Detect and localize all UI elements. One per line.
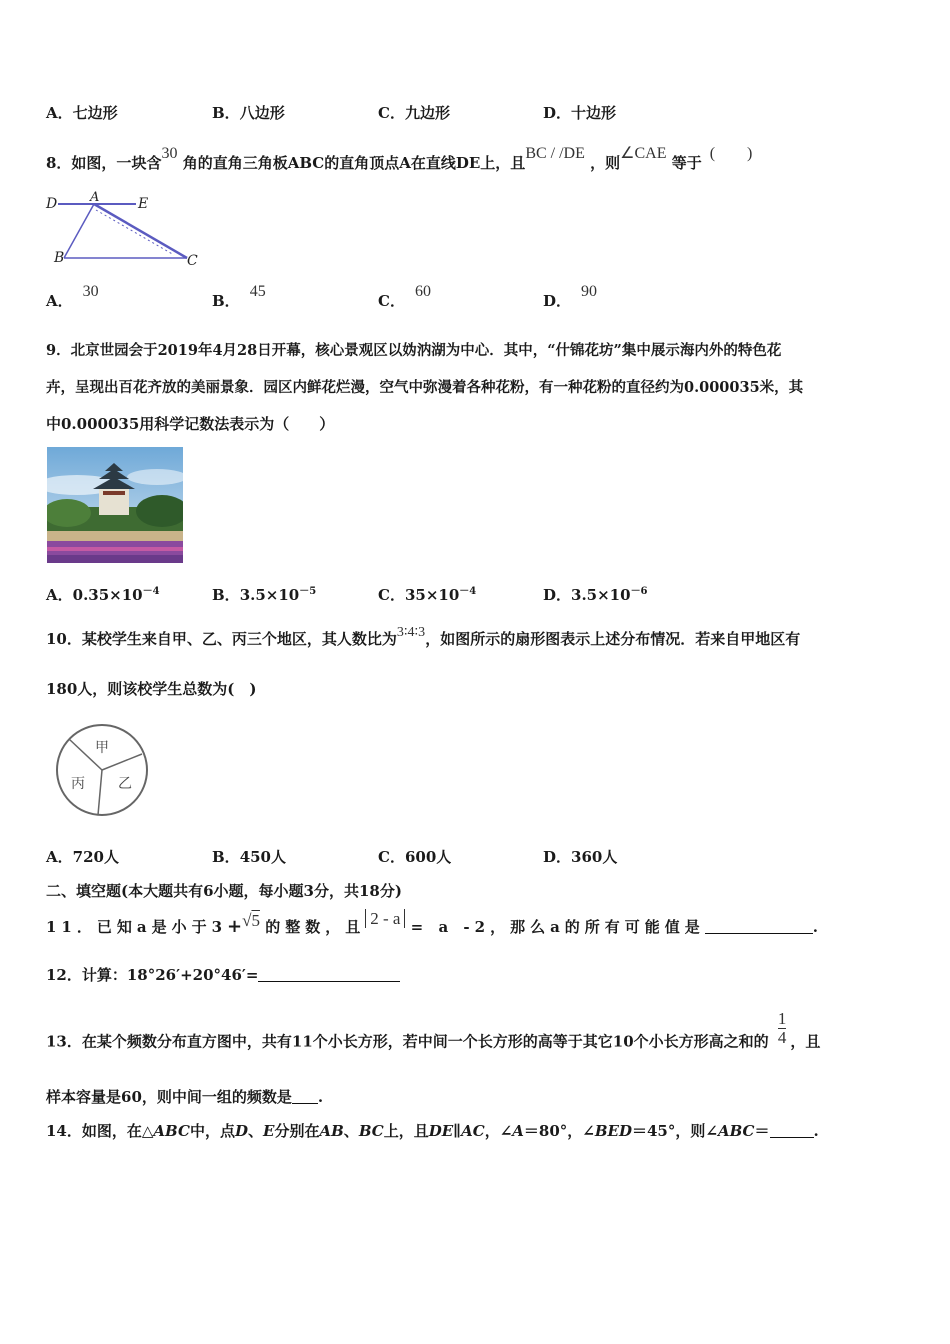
q8-stem: 8．如图，一块含30 角的直角三角板ABC的直角顶点A在直线DE上，且BC / /DE ，则∠CAE 等于( ) — [46, 145, 753, 172]
point-c-label: C — [187, 253, 198, 269]
q9-garden-photo — [47, 447, 183, 563]
q9-stem-line3: 中0.000035用科学记数法表示为（ ） — [46, 415, 335, 433]
pie-label-yi: 乙 — [118, 776, 132, 792]
pie-label-bing: 丙 — [71, 776, 85, 792]
q10-option-d: D．360人 — [543, 848, 618, 866]
q10-stem-line1: 10．某校学生来自甲、乙、丙三个地区，其人数比为3∶4∶3，如图所示的扇形图表示上述分布情况．若来自甲地区有 — [46, 625, 801, 648]
q9-option-b: B．$3.5\times 10^{-5}$ — [212, 586, 317, 604]
q9-stem-line2: 卉，呈现出百花齐放的美丽景象．园区内鲜花烂漫，空气中弥漫着各种花粉，有一种花粉的直径约为0.000035米，其 — [46, 379, 804, 396]
q10-option-a: A．720人 — [46, 848, 119, 866]
q8-option-d: D．90 — [543, 283, 598, 310]
q10-pie-figure — [54, 722, 154, 822]
q12-answer-blank[interactable] — [258, 967, 400, 982]
section-2-heading: 二、填空题(本大题共有6小题，每小题3分，共18分) — [46, 882, 402, 900]
q8-option-c: C．60 — [378, 283, 431, 310]
q14-stem: 14．如图，在△ABC中，点D、E分别在AB、BC上，且DE∥AC，∠A＝80°，∠BED＝45°，则∠ABC＝ . — [46, 1122, 819, 1140]
q14-answer-blank[interactable] — [770, 1123, 814, 1138]
q10-stem-line2: 180人，则该校学生总数为( ) — [46, 680, 257, 698]
q9-option-a: A．$0.35\times 10^{-4}$ — [46, 586, 160, 604]
q9-stem-line1: 9．北京世园会于2019年4月28日开幕，核心景观区以妫汭湖为中心．其中，“什锦花坊”集中展示海内外的特色花 — [46, 342, 782, 359]
q7-option-c: C．九边形 — [378, 104, 450, 122]
pie-label-jia: 甲 — [95, 740, 109, 756]
point-d-label: D — [46, 196, 58, 212]
q10-option-b: B．450人 — [212, 848, 286, 866]
q13-answer-blank[interactable] — [292, 1089, 318, 1104]
q8-triangle-figure — [44, 190, 204, 272]
point-a-label: A — [90, 190, 100, 205]
q12-stem: 12．计算：18°26′+20°46′= — [46, 964, 400, 985]
q9-option-d: D．$3.5\times 10^{-6}$ — [543, 586, 648, 604]
point-e-label: E — [138, 196, 149, 212]
q13-stem-line1: 13．在某个频数分布直方图中，共有11个小长方形，若中间一个长方形的高等于其它10个小长方形高之和的 $\frac{1}{4}$ ，且 — [46, 1009, 821, 1051]
q13-stem-line2: 样本容量是60，则中间一组的频数是 . — [46, 1088, 324, 1106]
q8-option-b: B．45 — [212, 283, 266, 310]
q7-option-a: A．七边形 — [46, 104, 118, 122]
q11-answer-blank[interactable] — [705, 919, 813, 934]
q9-option-c: C．$35\times 10^{-4}$ — [378, 586, 477, 604]
q7-option-b: B．八边形 — [212, 104, 285, 122]
point-b-label: B — [54, 250, 65, 266]
q10-option-c: C．600人 — [378, 848, 452, 866]
q11-stem: 11．已知a是小于3+√5 的整数，且 2 - a = a -2，那么a的所有可能值是 . — [46, 909, 819, 937]
q8-option-a: A．30 — [46, 283, 99, 310]
q7-option-d: D．十边形 — [543, 104, 617, 122]
fraction-one-quarter: $\frac{1}{4}$ — [777, 1009, 787, 1047]
